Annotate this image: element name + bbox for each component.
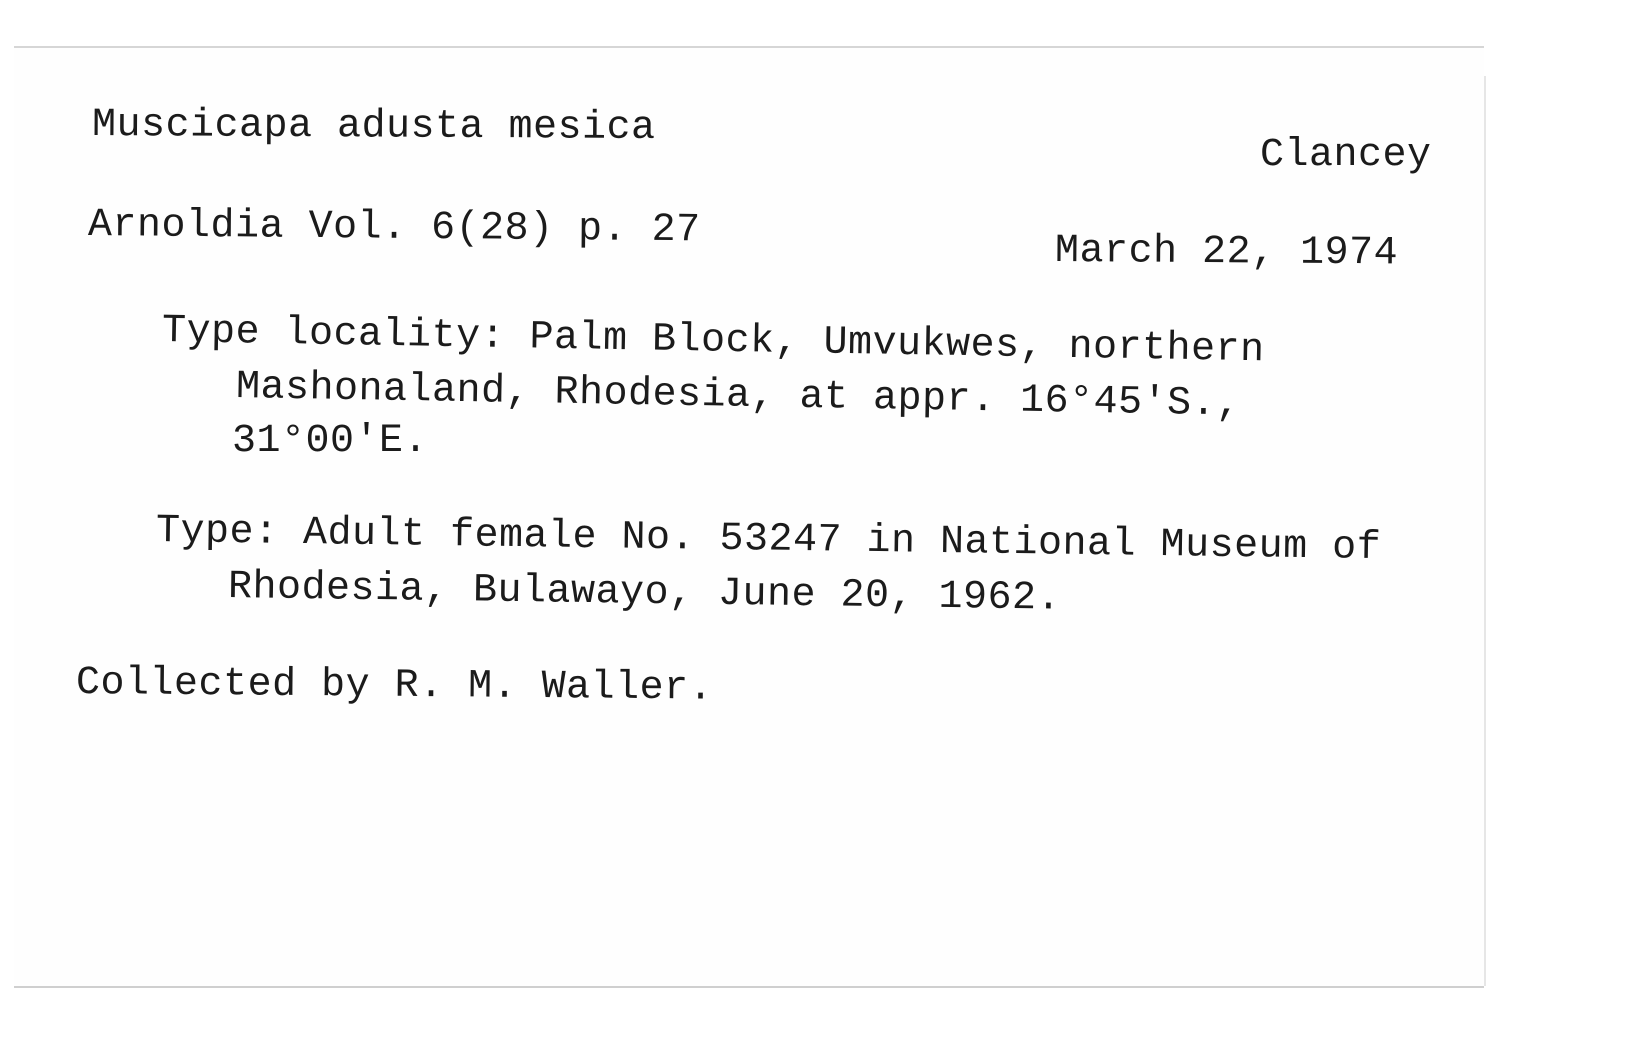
author-name: Clancey	[1260, 133, 1432, 178]
publication-date: March 22, 1974	[1054, 229, 1399, 277]
card-edge	[1484, 76, 1486, 986]
type-specimen-line-2: Rhodesia, Bulawayo, June 20, 1962.	[227, 565, 1062, 622]
type-locality-line-1: Type locality: Palm Block, Umvukwes, northern	[161, 309, 1265, 374]
type-specimen-line-1: Type: Adult female No. 53247 in National Museum of	[155, 509, 1382, 572]
type-locality-line-2: Mashonaland, Rhodesia, at appr. 16°45'S.,	[235, 365, 1241, 428]
collector-line: Collected by R. M. Waller.	[75, 661, 714, 712]
species-name: Muscicapa adusta mesica	[91, 103, 656, 151]
journal-citation: Arnoldia Vol. 6(28) p. 27	[87, 203, 701, 254]
type-locality-line-3: 31°00'E.	[232, 419, 429, 464]
